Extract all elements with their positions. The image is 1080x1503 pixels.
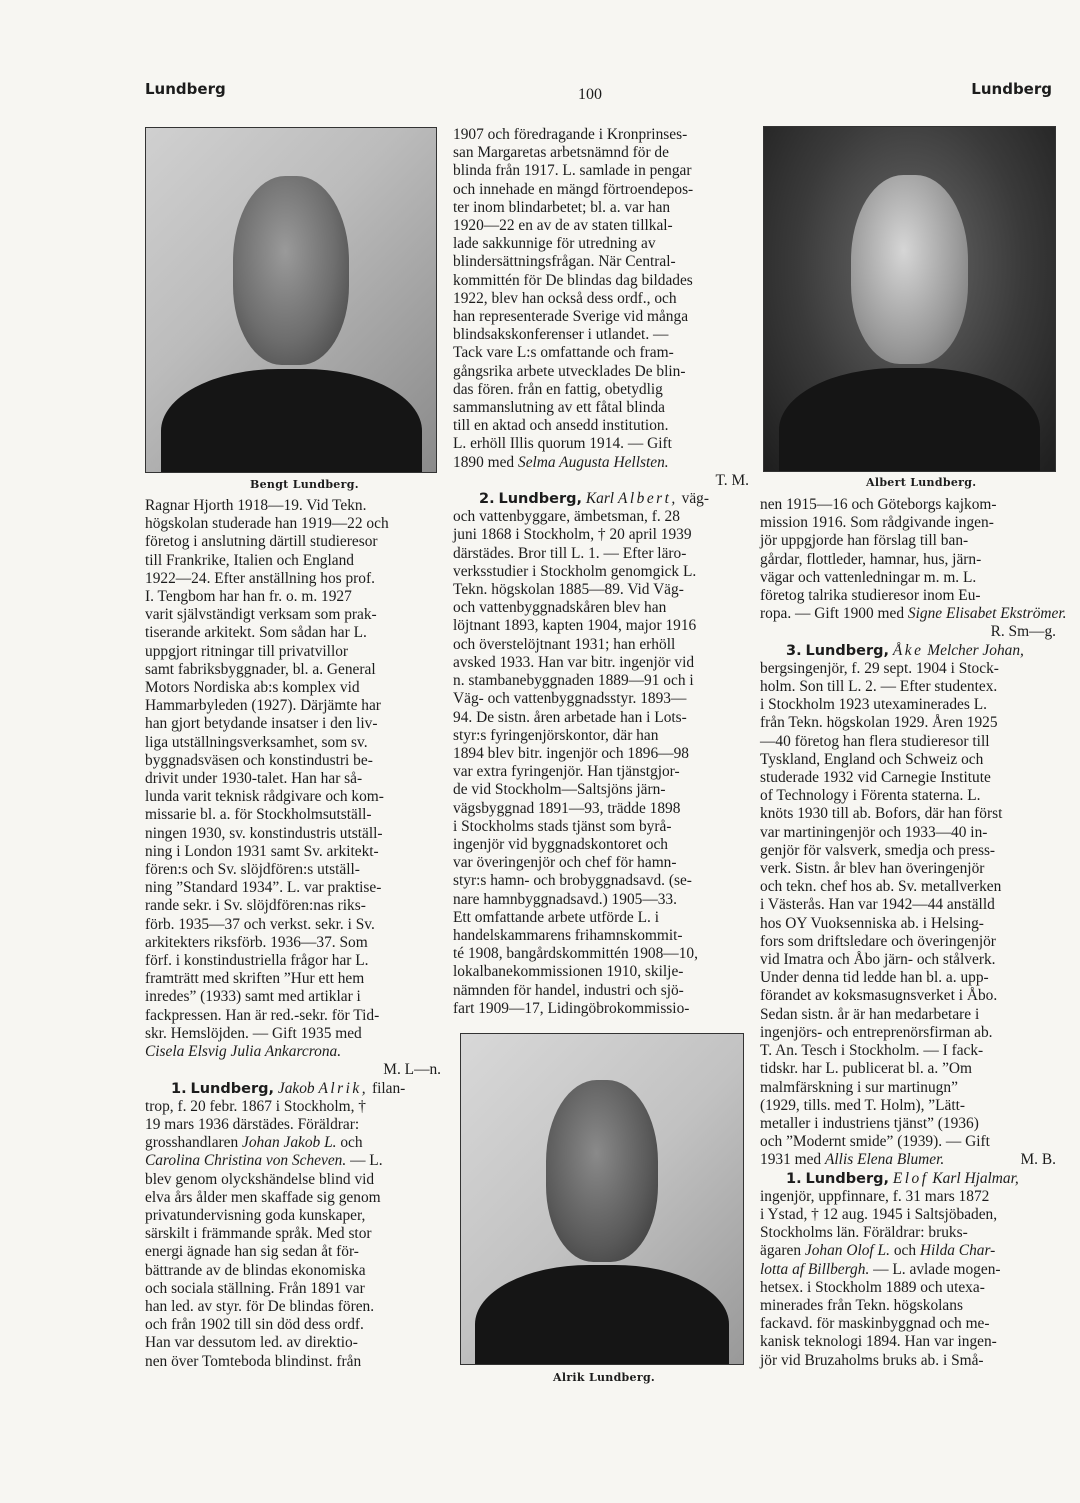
text-line: 1907 och föredragande i Kronprinses- (453, 126, 688, 143)
text-line: särskilt i främmande språk. Med stor (145, 1225, 372, 1243)
text-line: —40 företog han flera studieresor till (760, 732, 990, 750)
text-line: Sedan sistn. år är han medarbetare i (760, 1005, 980, 1023)
text-line: sammanslutning av ett fåtal blinda (453, 399, 665, 417)
page-number: 100 (578, 86, 602, 103)
text-line: 1894 blev bitr. ingenjör och 1896—98 (453, 744, 689, 762)
text-line: Under denna tid ledde han bl. a. upp- (760, 969, 989, 987)
text-line: till Frankrike, Italien och England (145, 551, 354, 569)
text-line: of Technology i Förenta staterna. L. (760, 787, 981, 805)
author-signature: M. B. (1020, 1151, 1056, 1169)
text-line: juni 1868 i Stockholm, † 20 april 1939 (453, 526, 692, 544)
text-line: i Ystad, † 12 aug. 1945 i Saltsjöbaden, (760, 1205, 998, 1223)
text-line: kanisk teknologi 1894. Han var ingen- (760, 1333, 997, 1351)
text-fragment: väg- (681, 490, 709, 508)
text-line: var martiningenjör och 1933—40 in- (760, 823, 988, 841)
entry-number: 3. (786, 642, 802, 659)
text-line: i Västerås. Han var 1942—44 anställd (760, 896, 995, 914)
text-line: till en aktad och ansedd institution. (453, 417, 669, 435)
text-line: handelskammarens frihamnskommit- (453, 926, 683, 944)
text-line: tiserande arkitekt. Som sådan har L. (145, 624, 367, 642)
mother-name: Hilda Char- (919, 1242, 996, 1260)
text-fragment: ropa. — Gift 1900 med (760, 605, 905, 623)
text-line: verksstudier i Stockholm genomgick L. (453, 562, 697, 580)
entry-surname: Lundberg, (805, 642, 889, 659)
spouse-name: Cisela Elsvig Julia Ankarcrona. (145, 1043, 342, 1061)
text-line: blev genom olyckshändelse blind vid (145, 1170, 375, 1188)
text-line: från Tekn. högskolan 1929. Åren 1925 (760, 714, 998, 732)
text-line: studerade 1932 vid Carnegie Institute (760, 769, 991, 787)
text-line: san Margaretas arbetsnämnd för de (453, 144, 669, 162)
text-line: Tack vare L:s omfattande och fram- (453, 344, 674, 362)
entry-number: 2. (479, 491, 495, 508)
text-fragment: — L. avlade mogen- (873, 1260, 1001, 1278)
left-column (145, 497, 441, 1371)
text-line: kommittén för De blindas dag bildades (453, 271, 693, 289)
caption-bengt: Bengt Lundberg. (250, 478, 359, 491)
text-line: i Stockholm 1923 utexaminerades L. (760, 696, 987, 714)
text-line: blinda från 1917. L. samlade in pengar (453, 162, 692, 180)
text-line: vägsbyggnad 1891—93, trädde 1898 (453, 799, 681, 817)
text-line: var överingenjör och chef för hamn- (453, 854, 677, 872)
text-line: ter inom blindarbetet; bl. a. var han (453, 198, 671, 216)
text-line: (1929, tills. med T. Holm), ”Lätt- (760, 1096, 966, 1114)
author-signature: M. L—n. (383, 1061, 441, 1079)
text-line: och tekn. chef hos ab. Sv. metallverken (760, 878, 1002, 896)
text-line: han representerade Sverige vid många (453, 308, 689, 326)
text-line: ingenjörs- och entreprenörsfirman ab. (760, 1023, 993, 1041)
text-fragment: ägaren (760, 1242, 802, 1260)
text-line: 1920—22 en av de av staten tillkal- (453, 217, 673, 235)
text-line: hos OY Vuoksenniska ab. i Helsing- (760, 914, 984, 932)
text-line: framträtt med skriften ”Hur ett hem (145, 970, 365, 988)
text-line: nen över Tomteboda blindinst. från (145, 1352, 362, 1370)
text-line: verk. Sistn. år blev han överingenjör (760, 860, 985, 878)
text-line: vid Imatra och Åbo järn- och stålverk. (760, 951, 996, 969)
text-line: han led. av styr. för De blindas fören. (145, 1297, 375, 1315)
text-line: jör vid Bruzaholms bruks ab. i Små- (760, 1351, 984, 1369)
author-signature: T. M. (715, 471, 749, 489)
right-column (760, 496, 1067, 1370)
entry-called-name: Åke (892, 641, 924, 659)
text-line: elva års ålder men skaffade sig genom (145, 1188, 381, 1206)
text-line: förf. i konstindustriella frågor har L. (145, 952, 369, 970)
entry-surname: Lundberg, (805, 1170, 889, 1187)
text-line: knöts 1930 till ab. Bofors, där han först (760, 805, 1003, 823)
text-line: té 1908, bangårdskommittén 1908—10, (453, 945, 698, 963)
text-line: Hammarbyleden (1927). Därjämte har (145, 697, 381, 715)
text-line: holm. Son till L. 2. — Efter studentex. (760, 678, 998, 696)
text-line: mission 1916. Som rådgivande ingen- (760, 514, 994, 532)
entry-called-name: Elof (892, 1169, 929, 1187)
text-fragment: — L. (350, 1152, 383, 1170)
text-line: högskolan studerade han 1919—22 och (145, 515, 389, 533)
header-right-title: Lundberg (971, 80, 1052, 98)
text-line: ingenjör vid byggnadskontoret och (453, 835, 669, 853)
text-line: och sociala ställning. Från 1891 var (145, 1279, 365, 1297)
entry-given-name: Karl Hjalmar, (932, 1169, 1019, 1187)
text-line: fören:s och Sv. slöjdfören:s utställ- (145, 861, 360, 879)
spouse-name: Allis Elena Blumer. (825, 1151, 945, 1169)
father-name: Johan Olof L. (804, 1242, 890, 1260)
spouse-name: Signe Elisabet Ekströmer. (907, 605, 1067, 623)
text-line: uppgjort ritningar till privatvillor (145, 642, 349, 660)
text-line: och ”Modernt smide” (1939). — Gift (760, 1133, 990, 1151)
text-fragment: grosshandlaren (145, 1134, 239, 1152)
entry-given-name: Jakob (277, 1079, 315, 1097)
text-line: och överstelöjtnant 1931; han erhöll (453, 635, 676, 653)
portrait-photo-alrik (460, 1033, 744, 1365)
author-signature: R. Sm—g. (990, 623, 1056, 641)
text-line: lokalbanekommissionen 1910, skilje- (453, 963, 684, 981)
header-left-title: Lundberg (145, 80, 226, 98)
text-line: 1922—24. Efter anställning hos prof. (145, 569, 375, 587)
text-line: das fören. från en fattig, obetydlig (453, 380, 663, 398)
mother-name: lotta af Billbergh. (760, 1260, 870, 1278)
text-line: lunda varit teknisk rådgivare och kom- (145, 788, 384, 806)
text-line: metaller i industriens tjänst” (1936) (760, 1114, 979, 1132)
text-line: trop, f. 20 febr. 1867 i Stockholm, † (145, 1097, 367, 1115)
text-line: gårdar, flottleder, hamnar, hus, järn- (760, 550, 982, 568)
text-line: förandet av koksmasugnsverket i Åbo. (760, 987, 998, 1005)
text-line: 94. De sistn. åren arbetade han i Lots- (453, 708, 687, 726)
text-line: förb. 1935—37 och verkst. sekr. i Sv. (145, 915, 375, 933)
text-fragment: 1931 med (760, 1151, 822, 1169)
entry-called-name: Albert, (617, 490, 678, 508)
text-line: löjtnant 1893, kapten 1904, major 1916 (453, 617, 697, 635)
text-line: lade sakkunnige för utredning av (453, 235, 656, 253)
entry-number: 1. (786, 1170, 802, 1187)
middle-column (453, 126, 749, 1018)
text-line: gångsrika arbete utvecklades De blin- (453, 362, 686, 380)
text-line: jör uppgjorde han förslag till ban- (760, 532, 969, 550)
text-line: företog talrika studieresor inom Eu- (760, 587, 981, 605)
text-line: bergsingenjör, f. 29 sept. 1904 i Stock- (760, 659, 999, 677)
text-fragment: 1890 med (453, 453, 515, 471)
text-line: Ett omfattande arbete utförde L. i (453, 908, 659, 926)
text-line: nare hamnbyggnadsavd.) 1905—33. (453, 890, 677, 908)
text-line: fors som driftsledare och överingenjör (760, 932, 996, 950)
caption-albert: Albert Lundberg. (866, 476, 977, 489)
text-line: i Stockholms stads tjänst som byrå- (453, 817, 672, 835)
text-line: fackavd. för maskinbyggnad och me- (760, 1315, 990, 1333)
text-line: blindersättningsfrågan. När Central- (453, 253, 676, 271)
text-fragment: och (340, 1134, 363, 1152)
father-name: Johan Jakob L. (242, 1134, 337, 1152)
text-line: 1922, blev han också dess ordf., och (453, 289, 677, 307)
text-line: inredes” (1933) samt med artiklar i (145, 988, 361, 1006)
text-line: ning ”Standard 1934”. L. var praktise- (145, 879, 382, 897)
text-line: L. erhöll Illis quorum 1914. — Gift (453, 435, 672, 453)
text-line: avsked 1933. Han var bitr. ingenjör vid (453, 653, 695, 671)
text-line: ning i London 1931 samt Sv. arkitekt- (145, 842, 379, 860)
text-line: fackpressen. Han är red.-sekr. för Tid- (145, 1006, 380, 1024)
text-line: fart 1909—17, Lidingöbrokommissio- (453, 999, 690, 1017)
text-line: var extra fyringenjör. Han tjänstgjor- (453, 763, 680, 781)
text-line: privatundervisning goda kunskaper, (145, 1206, 366, 1224)
text-line: och vattenbyggare, ämbetsman, f. 28 (453, 508, 680, 526)
text-line: n. stambanebyggnaden 1889—91 och i (453, 672, 694, 690)
entry-surname: Lundberg, (190, 1080, 274, 1097)
text-line: Stockholms län. Föräldrar: bruks- (760, 1224, 968, 1242)
portrait-photo-bengt (145, 127, 437, 473)
text-line: och vattenbyggnadskåren blev han (453, 599, 667, 617)
text-line: arkitekters riksförb. 1936—37. Som (145, 933, 368, 951)
text-line: genjör för valsverk, smedja och press- (760, 841, 996, 859)
text-fragment: filan- (371, 1079, 406, 1097)
text-line: T. An. Tesch i Stockholm. — I fack- (760, 1042, 984, 1060)
text-line: minerades från Tekn. högskolans (760, 1296, 963, 1314)
text-line: varit självständigt verksam som prak- (145, 606, 377, 624)
text-line: ningen 1930, sv. konstindustris utställ- (145, 824, 383, 842)
text-line: Motors Nordiska ab:s komplex vid (145, 679, 360, 697)
spouse-name: Selma Augusta Hellsten. (518, 453, 669, 471)
entry-called-name: Alrik, (318, 1079, 369, 1097)
text-line: nen 1915—16 och Göteborgs kajkom- (760, 496, 997, 513)
text-line: drivit under 1930-talet. Han har så- (145, 770, 363, 788)
text-line: och från 1902 till sin död dess ordf. (145, 1316, 364, 1334)
text-line: Tyskland, England och Schweiz och (760, 750, 984, 768)
text-line: nämnden för handel, industri och sjö- (453, 981, 684, 999)
text-line: de vid Stockholm—Saltsjöns järn- (453, 781, 666, 799)
text-line: liga utställningsverksamhet, som sv. (145, 733, 368, 751)
text-line: I. Tengbom har han fr. o. m. 1927 (145, 588, 352, 606)
text-line: och innehade en mängd förtroendepos- (453, 180, 694, 198)
text-line: hetsex. i Stockholm 1889 och utexa- (760, 1278, 985, 1296)
text-line: rande sekr. i Sv. slöjdfören:nas riks- (145, 897, 366, 915)
text-line: 19 mars 1936 därstädes. Föräldrar: (145, 1115, 360, 1133)
entry-given-name: Karl (585, 490, 615, 508)
text-line: Tekn. högskolan 1885—89. Vid Väg- (453, 581, 684, 599)
text-line: ingenjör, uppfinnare, f. 31 mars 1872 (760, 1187, 990, 1205)
text-line: företog i anslutning därtill studieresor (145, 533, 378, 551)
text-line: Ragnar Hjorth 1918—19. Vid Tekn. (145, 497, 367, 514)
text-line: missarie bl. a. för Stockholmsutställ- (145, 806, 372, 824)
entry-surname: Lundberg, (498, 491, 582, 508)
text-line: han gjort betydande insatser i den liv- (145, 715, 378, 733)
text-line: energi ägnade han sig sedan åt för- (145, 1243, 359, 1261)
text-line: styr:s fyringenjörskontor, där han (453, 726, 659, 744)
entry-given-name: Melcher Johan, (927, 641, 1024, 659)
text-line: tidskr. har L. publicerat bl. a. ”Om (760, 1060, 972, 1078)
text-line: malmfärskning i sur martinugn” (760, 1078, 958, 1096)
text-line: styr:s hamn- och brobyggnadsavd. (se- (453, 872, 692, 890)
text-line: därstädes. Bror till L. 1. — Efter läro- (453, 544, 687, 562)
text-line: Han var dessutom led. av direktio- (145, 1334, 358, 1352)
text-line: bättrande av de blindas ekonomiska (145, 1261, 366, 1279)
mother-name: Carolina Christina von Scheven. (145, 1152, 347, 1170)
text-line: vägar och vattenledningar m. m. L. (760, 568, 977, 586)
text-line: skr. Hemslöjden. — Gift 1935 med (145, 1024, 362, 1042)
text-fragment: och (893, 1242, 917, 1260)
text-line: Väg- och vattenbyggnadsstyr. 1893— (453, 690, 687, 708)
portrait-photo-albert (763, 126, 1056, 472)
entry-number: 1. (171, 1080, 187, 1097)
text-line: blindsakskonferenser i utlandet. — (453, 326, 669, 344)
text-line: byggnadsväsen och konstindustri be- (145, 751, 373, 769)
text-line: samt fabriksbyggnader, bl. a. General (145, 660, 376, 678)
caption-alrik: Alrik Lundberg. (553, 1371, 656, 1384)
